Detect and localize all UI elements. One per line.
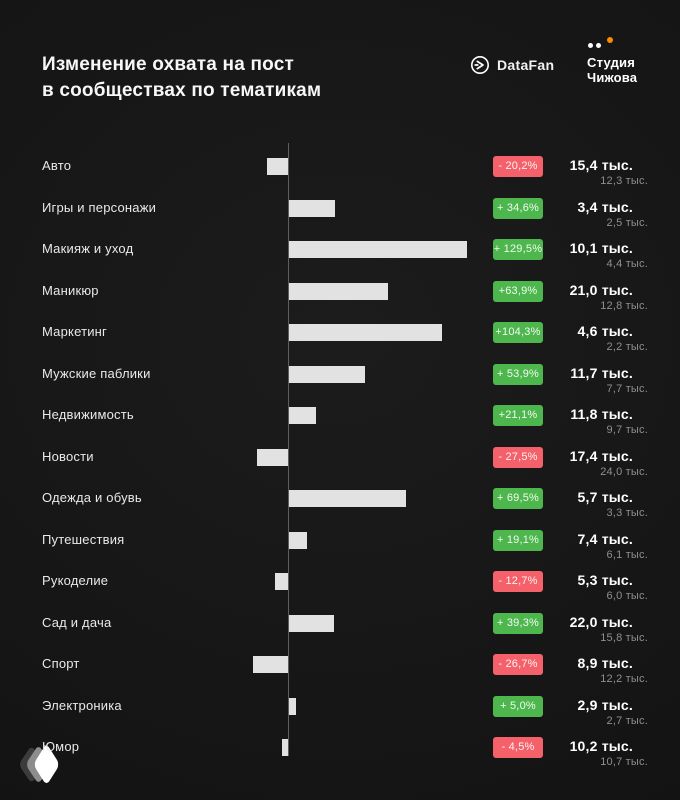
chart-row [0, 602, 680, 644]
category-label: Маркетинг [42, 324, 108, 339]
value-primary: 5,7 тыс. [577, 489, 633, 505]
chart-row [0, 228, 680, 270]
category-label: Мужские паблики [42, 365, 151, 381]
reach-change-bar [257, 449, 288, 466]
category-label: Путешествия [42, 531, 125, 547]
pct-change-badge: + 19,1% [493, 530, 543, 551]
chart-row [0, 145, 680, 187]
value-secondary: 6,1 тыс. [606, 548, 648, 561]
chart-row [0, 560, 680, 602]
page-title-line1: Изменение охвата на пост [42, 54, 294, 75]
datafan-logo-label: DataFan [497, 57, 555, 73]
pct-change-badge: + 53,9% [493, 364, 543, 385]
value-primary: 21,0 тыс. [569, 281, 633, 298]
category-label: Сад и дача [42, 614, 112, 630]
value-secondary: 15,8 тыс. [600, 631, 648, 644]
pct-change-badge: +21,1% [493, 405, 543, 426]
value-column [508, 240, 648, 271]
value-secondary: 3,3 тыс. [606, 507, 648, 519]
chart-row [0, 187, 680, 229]
category-label: Маникюр [42, 282, 99, 298]
reach-change-bar [282, 739, 288, 756]
value-secondary: 2,5 тыс. [606, 216, 648, 229]
category-label: Авто [42, 158, 72, 173]
reach-change-bar [289, 615, 334, 632]
pct-change-badge: - 12,7% [493, 571, 543, 592]
reach-change-bar [289, 490, 406, 507]
pct-change-badge: +104,3% [493, 322, 543, 343]
category-label: Электроника [42, 697, 122, 713]
value-secondary: 24,0 тыс. [600, 465, 648, 478]
value-column [508, 614, 648, 645]
category-label: Игры и персонажи [42, 199, 157, 215]
pct-change-badge: - 20,2% [493, 156, 543, 177]
reach-change-bar [289, 283, 388, 300]
reach-change-bar [267, 158, 288, 175]
value-column [508, 448, 648, 479]
value-primary: 5,3 тыс. [577, 572, 633, 588]
value-column [508, 738, 648, 769]
category-label: Одежда и обувь [42, 490, 142, 505]
pct-change-badge: - 27,5% [493, 447, 543, 468]
chart-row [0, 311, 680, 353]
value-column [508, 531, 648, 562]
reach-change-bar [289, 241, 467, 258]
chart-row [0, 477, 680, 519]
category-label: Спорт [42, 656, 80, 671]
value-column [508, 572, 648, 603]
reach-change-bar [275, 573, 288, 590]
pct-change-badge: - 26,7% [493, 654, 543, 675]
value-column [508, 655, 648, 686]
pct-change-badge: + 39,3% [493, 613, 543, 634]
category-label: Рукоделие [42, 573, 109, 588]
value-column [508, 282, 648, 313]
value-column [508, 199, 648, 230]
value-primary: 11,8 тыс. [570, 406, 633, 422]
reach-change-bar [289, 698, 296, 715]
value-column [508, 406, 648, 437]
value-column [508, 157, 648, 188]
chart-row [0, 394, 680, 436]
reach-change-bar [289, 324, 442, 341]
value-primary: 15,4 тыс. [569, 157, 633, 173]
value-secondary: 2,2 тыс. [606, 341, 648, 353]
value-secondary: 9,7 тыс. [606, 424, 648, 436]
pct-change-badge: +63,9% [493, 281, 543, 302]
category-label: Юмор [42, 739, 80, 754]
chart-row [0, 270, 680, 312]
value-column [508, 697, 648, 728]
value-secondary: 12,2 тыс. [600, 673, 648, 685]
value-primary: 22,0 тыс. [569, 613, 633, 630]
value-primary: 8,9 тыс. [577, 655, 633, 671]
reach-change-bar [253, 656, 288, 673]
value-primary: 11,7 тыс. [570, 364, 633, 381]
reach-change-bar [289, 532, 307, 549]
reach-change-bar [289, 407, 316, 424]
value-secondary: 12,3 тыс. [600, 175, 648, 187]
value-primary: 17,4 тыс. [569, 447, 633, 464]
value-column [508, 365, 648, 396]
category-label: Недвижимость [42, 407, 134, 422]
value-secondary: 10,7 тыс. [600, 756, 648, 768]
value-primary: 2,9 тыс. [577, 696, 633, 713]
value-primary: 10,2 тыс. [569, 738, 633, 754]
chart-row [0, 643, 680, 685]
chart-row [0, 519, 680, 561]
value-column [508, 323, 648, 354]
pct-change-badge: + 34,6% [493, 198, 543, 219]
pct-change-badge: + 5,0% [493, 696, 543, 717]
value-secondary: 7,7 тыс. [606, 382, 648, 395]
reach-change-bar [289, 200, 335, 217]
pct-change-badge: + 69,5% [493, 488, 543, 509]
value-primary: 10,1 тыс. [569, 240, 633, 256]
reach-change-bar [289, 366, 365, 383]
chart-row [0, 353, 680, 395]
pct-change-badge: - 4,5% [493, 737, 543, 758]
chart-row [0, 726, 680, 768]
chart-row [0, 685, 680, 727]
pct-change-badge: + 129,5% [493, 239, 543, 260]
value-primary: 7,4 тыс. [577, 530, 633, 547]
value-secondary: 4,4 тыс. [606, 258, 648, 270]
chart-row [0, 436, 680, 478]
value-secondary: 6,0 тыс. [606, 590, 648, 602]
category-label: Новости [42, 448, 94, 464]
studio-logo-line2: Чижова [587, 70, 638, 85]
category-label: Макияж и уход [42, 241, 134, 256]
studio-logo-line1: Студия [587, 55, 636, 70]
value-column [508, 489, 648, 520]
value-secondary: 12,8 тыс. [600, 299, 648, 312]
value-secondary: 2,7 тыс. [606, 714, 648, 727]
value-primary: 4,6 тыс. [577, 323, 633, 339]
page-title-line2: в сообществах по тематикам [42, 80, 322, 101]
value-primary: 3,4 тыс. [577, 198, 633, 215]
